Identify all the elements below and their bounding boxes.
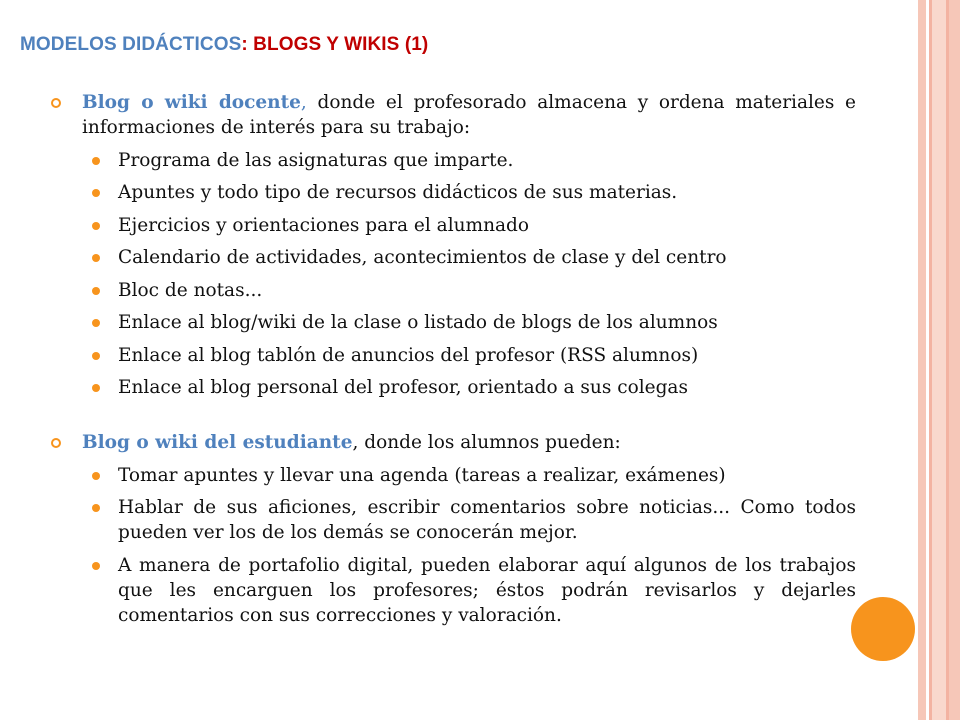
list-item [82, 553, 856, 628]
list-item [82, 148, 856, 173]
decorative-orange-circle [851, 597, 915, 661]
list-item-text: Calendario de actividades, acontecimientos de clase y del centro [118, 247, 727, 268]
list-item [82, 180, 856, 205]
list-item [82, 343, 856, 368]
list-item-text: A manera de portafolio digital, pueden elaborar aquí algunos de los trabajos que les encarguen los profesores; éstos podrán revisarlos y dejarles comentarios con sus correcciones y valoración. [118, 554, 856, 626]
ring-bullet-icon [51, 438, 61, 448]
dot-bullet-icon [92, 319, 100, 327]
dot-bullet-icon [92, 254, 100, 262]
list-item [82, 245, 856, 270]
list-item [82, 213, 856, 238]
list-item-text: Programa de las asignaturas que imparte. [118, 149, 514, 171]
list-item-text: Enlace al blog tablón de anuncios del profesor (RSS alumnos) [118, 344, 699, 366]
list-item-text: Tomar apuntes y llevar una agenda (tareas a realizar, exámenes) [118, 464, 726, 486]
list-item-text: Enlace al blog personal del profesor, orientado a sus colegas [118, 377, 688, 398]
student-blog-list [82, 463, 856, 628]
dot-bullet-icon [92, 352, 100, 360]
dot-bullet-icon [92, 222, 100, 230]
slide-title-main: MODELOS DIDÁCTICOS [20, 34, 242, 55]
student-blog-highlight: Blog o wiki del estudiante [82, 432, 353, 453]
section-student-blog [82, 430, 856, 628]
slide-title [20, 34, 428, 56]
teacher-blog-lead-text: donde el profesorado almacena y ordena materiales e informaciones de interés para su trabajo: [82, 92, 856, 138]
teacher-blog-list [82, 148, 856, 401]
ring-bullet-icon [51, 98, 61, 108]
decorative-stripe [949, 0, 960, 720]
list-item [82, 375, 856, 400]
list-item [82, 310, 856, 335]
list-item-text: Ejercicios y orientaciones para el alumnado [118, 214, 530, 236]
dot-bullet-icon [92, 472, 100, 480]
slide-title-topic: : BLOGS Y WIKIS (1) [241, 34, 429, 55]
dot-bullet-icon [92, 504, 100, 512]
dot-bullet-icon [92, 562, 100, 570]
section-teacher-lead [82, 90, 856, 140]
list-item [82, 495, 856, 545]
section-student-lead [82, 430, 856, 455]
teacher-blog-highlight: Blog o wiki docente [82, 92, 301, 113]
list-item [82, 463, 856, 488]
dot-bullet-icon [92, 157, 100, 165]
list-item-text: Apuntes y todo tipo de recursos didácticos de sus materias. [118, 182, 678, 203]
list-item-text: Hablar de sus aficiones, escribir comentarios sobre noticias... Como todos pueden ver los de los demás se conocerán mejor. [118, 497, 856, 543]
dot-bullet-icon [92, 384, 100, 392]
teacher-blog-comma: , [300, 92, 307, 113]
list-item [82, 278, 856, 303]
decorative-stripe [932, 0, 946, 720]
section-teacher-blog [82, 90, 856, 400]
dot-bullet-icon [92, 189, 100, 197]
list-item-text: Bloc de notas... [118, 279, 263, 301]
dot-bullet-icon [92, 287, 100, 295]
decorative-stripe [918, 0, 926, 720]
student-blog-lead-text: , donde los alumnos pueden: [352, 432, 621, 453]
list-item-text: Enlace al blog/wiki de la clase o listado de blogs de los alumnos [118, 312, 718, 333]
slide-content [82, 90, 856, 628]
